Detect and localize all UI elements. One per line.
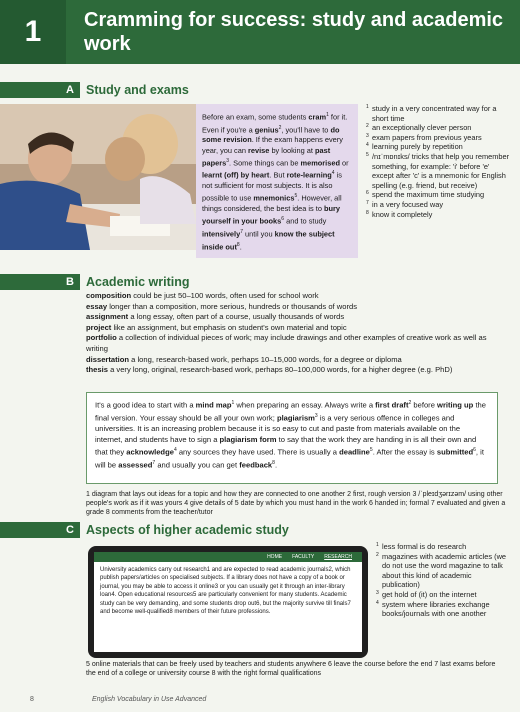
gloss-item: 5 /nɪˈmɒnɪks/ tricks that help you remember something, for example: 'i' before 'e' except after 'c' is a mnemonic for English spelling (e.g. friend, but receive) xyxy=(366,151,510,190)
gloss-item: 7 in a very focused way xyxy=(366,199,444,209)
section-b-footnotes: 1 diagram that lays out ideas for a topic and how they are connected to one another 2 first, rough version 3 /ˈpleɪdʒərɪzəm/ using other people's work as if it was yours 4 give details of 5 date by which you must hand in the work 6 handed in; formal 7 evaluated and given a grade 8 comments from the teacher/tutor xyxy=(86,491,506,517)
list-item: thesis a very long, original, research-based work, perhaps 80–100,000 words, for a higher degree (e.g. PhD) xyxy=(86,365,453,375)
list-item: composition could be just 50–100 words, often used for school work xyxy=(86,291,319,300)
gloss-item: 6 spend the maximum time studying xyxy=(366,190,485,200)
nav-faculty[interactable]: FACULTY xyxy=(292,554,315,560)
section-b-bar xyxy=(0,274,80,290)
webpage-text: University academics carry out research1 and are expected to read academic journals2, which publish papers/articles on specialised subjects. If a library does not have a copy of a book or journal, you may be able to access it online3 or you can usually get it through an inter-library loan4. Open educational resources5 are particularly convenient for many students. Academic study can be very demanding, and some students drop out6, but the majority survive till finals7 and become well-qualified8 members of their future professions. xyxy=(100,567,351,616)
gloss-item: 4 learning purely by repetition xyxy=(366,142,463,152)
nav-research[interactable]: RESEARCH xyxy=(324,554,352,560)
section-c-glossary xyxy=(376,542,510,619)
gloss-item: 3 get hold of (it) on the internet xyxy=(376,589,477,599)
nav-home[interactable]: HOME xyxy=(267,554,283,560)
book-title: English Vocabulary in Use Advanced xyxy=(92,696,207,703)
gloss-item: 8 know it completely xyxy=(366,209,433,219)
unit-header xyxy=(0,0,520,64)
gloss-item: 2 an exceptionally clever person xyxy=(366,123,472,133)
section-b-letter: B xyxy=(66,276,74,288)
page-number: 8 xyxy=(30,696,34,703)
list-item: essay longer than a composition, more serious, hundreds or thousands of words xyxy=(86,301,358,311)
essay-tips-box: It's a good idea to start with a mind map$^1$ when preparing an essay. Always write a first draft$^2$ before writing up the final version. Your essay should be all your own work; plagiarism$^3$ is a very serious offence in colleges and universities. It is an increasing problem because it is so easy to cut and paste from materials available on the internet, and students have to sign a plagiarism form to say that the work they are handing in is all their own and that they acknowledge$^4$ any sources they have used. There is usually a deadline$^5$. After the essay is submitted$^6$, it will be assessed$^7$ and usually you can get feedback$^8$. xyxy=(86,392,498,484)
study-exams-text: Before an exam, some students cram$^1$ for it. Even if you're a genius$^2$, you'll have to do some revision. If the exam happens every year, you can revise by looking at past papers$^3$. Some things can be memorised or learnt (off) by heart. But rote-learning$^4$ is not sufficient for most subjects. It is also possible to use mnemonics$^5$. However, all things considered, the best idea is to bury yourself in your books$^6$ and to study intensively$^7$ until you know the subject inside out$^8$. xyxy=(196,104,358,258)
section-c-bar xyxy=(0,522,80,538)
list-item: project like an assignment, but emphasis on student's own material and topic xyxy=(86,322,347,332)
list-item: dissertation a long, research-based work, perhaps 10–15,000 words, for a degree or diploma xyxy=(86,354,402,364)
unit-number: 1 xyxy=(0,0,66,64)
gloss-item: 2 magazines with academic articles (we do not use the word magazine to talk about this kind of academic publication) xyxy=(376,551,507,590)
section-c-letter: C xyxy=(66,524,74,536)
section-a-letter: A xyxy=(66,84,74,96)
section-a-bar xyxy=(0,82,80,98)
list-item: portfolio a collection of individual pieces of work; may include drawings and other examples of creative work as well as writing xyxy=(86,333,487,353)
gloss-item: 1 less formal is do research xyxy=(376,542,467,551)
gloss-item: 4 system where libraries exchange books/journals with one another xyxy=(376,599,490,619)
section-b-title: Academic writing xyxy=(86,275,190,289)
students-illustration xyxy=(0,104,196,250)
section-a-glossary xyxy=(366,104,510,219)
section-c-footnotes: 5 online materials that can be freely used by teachers and students anywhere 6 leave the course before the end 7 last exams before the end of a college or university course 8 with the right formal qualifications xyxy=(86,661,496,678)
gloss-item: 1 study in a very concentrated way for a short time xyxy=(366,104,497,123)
webpage xyxy=(94,552,362,652)
unit-title: Cramming for success: study and academic work xyxy=(84,9,504,55)
section-a-title: Study and exams xyxy=(86,83,189,97)
webpage-nav xyxy=(94,552,362,562)
students-exam-photo xyxy=(0,104,196,250)
gloss-item: 3 exam papers from previous years xyxy=(366,132,482,142)
page-footer xyxy=(0,690,520,712)
academic-writing-list xyxy=(86,291,506,376)
section-c-title: Aspects of higher academic study xyxy=(86,523,289,537)
list-item: assignment a long essay, often part of a course, usually thousands of words xyxy=(86,312,345,322)
tablet-screen xyxy=(88,546,368,658)
